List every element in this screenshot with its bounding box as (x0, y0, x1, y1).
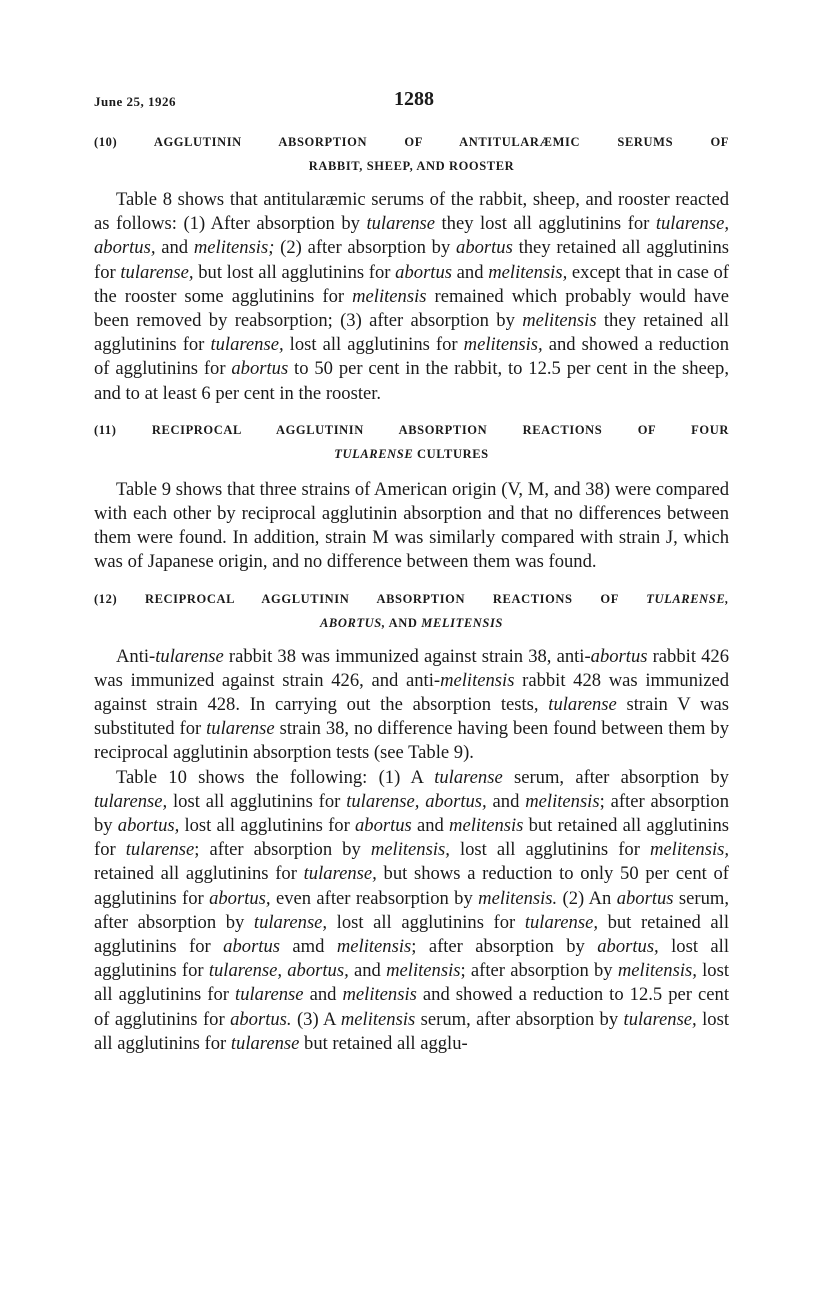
document-page (94, 86, 729, 1056)
section-heading-12 (94, 587, 729, 635)
section-heading-10-line2: RABBIT, SHEEP, AND ROOSTER (308, 159, 515, 173)
section-heading-10 (94, 130, 729, 178)
section-heading-12-line1: (12) RECIPROCAL AGGLUTININ ABSORPTION REACTIONS OF TULARENSE, (94, 591, 729, 606)
paragraph-4: Table 10 shows the following: (1) A tularense serum, after absorption by tularense, lost all agglutinins for tularense, abortus, and melitensis; after absorption by abortus, lost all agglutinins for abortus and melitensis but retained all agglutinins for tularense; after absorption by melitensis, lost all agglutinins for melitensis, retained all agglutinins for tularense, but shows a reduction to only 50 per cent of agglutinins for abortus, even after reabsorption by melitensis. (2) An abortus serum, after absorption by tularense, lost all agglutinins for tularense, but retained all agglutinins for abortus amd melitensis; after absorption by abortus, lost all agglutinins for tularense, abortus, and melitensis; after absorption by melitensis, lost all agglutinins for tularense and melitensis and showed a reduction to 12.5 per cent of agglutinins for abortus. (3) A melitensis serum, after absorption by tularense, lost all agglutinins for tularense but retained all agglu- (94, 766, 730, 1054)
paragraph-2: Table 9 shows that three strains of American origin (V, M, and 38) were compared with each other by reciprocal agglutinin absorption and that no differences between them were found. In addition, strain M was similarly compared with strain J, which was of Japanese origin, and no difference between them was found. (94, 478, 729, 573)
section-heading-10-line1: (10) AGGLUTININ ABSORPTION OF ANTITULARÆMIC SERUMS OF (94, 135, 729, 149)
section-heading-11 (94, 418, 729, 466)
header-date: June 25, 1926 (94, 94, 176, 109)
section-heading-12-line2: ABORTUS, AND MELITENSIS (320, 615, 503, 630)
page-number: 1288 (394, 88, 434, 110)
section-heading-11-line1: (11) RECIPROCAL AGGLUTININ ABSORPTION REACTIONS OF FOUR (94, 422, 729, 437)
paragraph-3: Anti-tularense rabbit 38 was immunized against strain 38, anti-abortus rabbit 426 was immunized against strain 426, and anti-melitensis rabbit 428 was immunized against strain 428. In carrying out the absorption tests, tularense strain V was substituted for tularense strain 38, no difference having been found between them by reciprocal agglutinin absorption tests (see Table 9). (94, 645, 730, 764)
paragraph-1: Table 8 shows that antitularæmic serums of the rabbit, sheep, and rooster reacted as follows: (1) After absorption by tularense they lost all agglutinins for tularense, abortus, and melitensis; (2) after absorption by abortus they retained all agglutinins for tularense, but lost all agglutinins for abortus and melitensis, except that in case of the rooster some agglutinins for melitensis remained which probably would have been removed by reabsorption; (3) after absorption by melitensis they retained all agglutinins for tularense, lost all agglutinins for melitensis, and showed a reduction of agglutinins for abortus to 50 per cent in the rabbit, to 12.5 per cent in the sheep, and to at least 6 per cent in the rooster. (94, 189, 730, 404)
section-heading-11-line2: TULARENSE CULTURES (334, 446, 489, 461)
page-header (94, 86, 729, 116)
